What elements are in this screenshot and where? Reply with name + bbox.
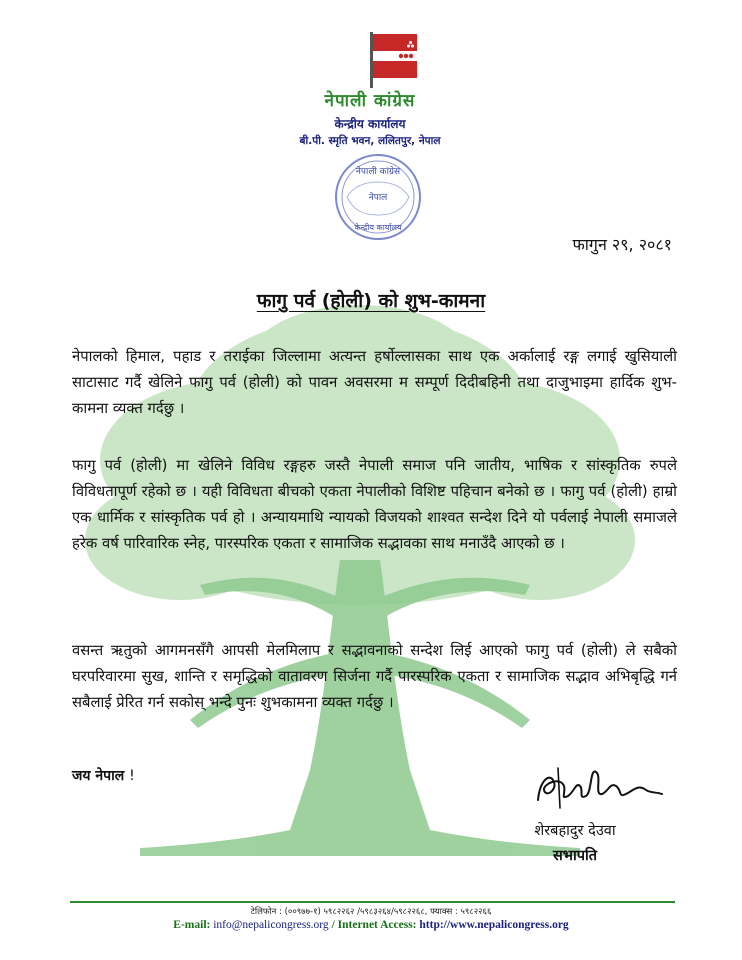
handwritten-signature <box>530 760 670 818</box>
seal-text-top: नेपाली कांग्रेस <box>355 167 401 177</box>
internet-label: / Internet Access: <box>331 919 417 931</box>
closing-text: जय नेपाल <box>72 768 125 784</box>
paragraph-2: फागु पर्व (होली) मा खेलिने विविध रङ्गहरु जस्तै नेपाली समाज पनि जातीय, भाषिक र सांस्कृतिक रुपले विविधतापूर्ण रहेको छ । यही विविधता बीचको एकता नेपालीको विशिष्ट पहिचान बनेको छ । फागु पर्व (होली) हाम्रो एक धार्मिक र सांस्कृतिक पर्व हो । अन्यायमाथि न्यायको विजयको शाश्वत सन्देश दिने यो पर्वलाई नेपाली समाजले हरेक वर्ष पारिवारिक स्नेह, पारस्परिक एकता र सामाजिक सद्भावका साथ मनाउँदै आएको छ । <box>72 457 677 552</box>
signer-title: सभापति <box>552 848 597 864</box>
office-address: बी.पी. स्मृति भवन, ललितपुर, नेपाल <box>299 135 441 147</box>
party-flag-logo <box>360 30 420 90</box>
footer-phone-fax: टेलिफोन : (००९७७-१) ५९८२२६२ /५९८३२६४/५९८२२६८, फ्याक्स : ५९८२२६६ <box>250 907 492 917</box>
website-link[interactable]: http://www.nepalicongress.org <box>419 919 569 931</box>
letter-date: फागुन २९, २०८१ <box>572 235 672 254</box>
seal-text-bottom: केन्द्रीय कार्यालय <box>354 223 402 232</box>
email-label: E-mail: <box>173 919 211 931</box>
closing-salutation <box>72 766 135 785</box>
office-name: केन्द्रीय कार्यालय <box>334 117 406 131</box>
email-link[interactable]: info@nepalicongress.org <box>213 919 329 931</box>
organization-name: नेपाली कांग्रेस <box>324 91 416 111</box>
footer-divider <box>70 901 675 903</box>
letter-title <box>0 287 742 313</box>
footer-contact <box>0 919 742 931</box>
signer-name: शेरबहादुर देउवा <box>534 823 616 839</box>
seal-text-middle: नेपाल <box>368 193 388 203</box>
closing-exclaim: ! <box>129 768 135 784</box>
letter-title-text: फागु पर्व (होली) को शुभ-कामना <box>256 290 486 312</box>
official-seal-stamp <box>333 152 423 242</box>
paragraph-3: वसन्त ऋतुको आगमनसँगै आपसी मेलमिलाप र सद्भावनाको सन्देश लिई आएको फागु पर्व (होली) ले सबैको घरपरिवारमा सुख, शान्ति र समृद्धिको वातावरण सिर्जना गर्दै पारस्परिक एकता र सामाजिक सद्भाव अभिबृद्धि गर्न सबैलाई प्रेरित गर्न सकोस् भन्दे पुनः शुभकामना व्यक्त गर्दछु । <box>72 642 677 711</box>
paragraph-1: नेपालको हिमाल, पहाड र तराईका जिल्लामा अत्यन्त हर्षोल्लासका साथ एक अर्कालाई रङ्ग लगाई खुसियाली साटासाट गर्दै खेलिने फागु पर्व (होली) को पावन अवसरमा म सम्पूर्ण दिदीबहिनी तथा दाजुभाइमा हार्दिक शुभ-कामना व्यक्त गर्दछु । <box>72 348 677 417</box>
